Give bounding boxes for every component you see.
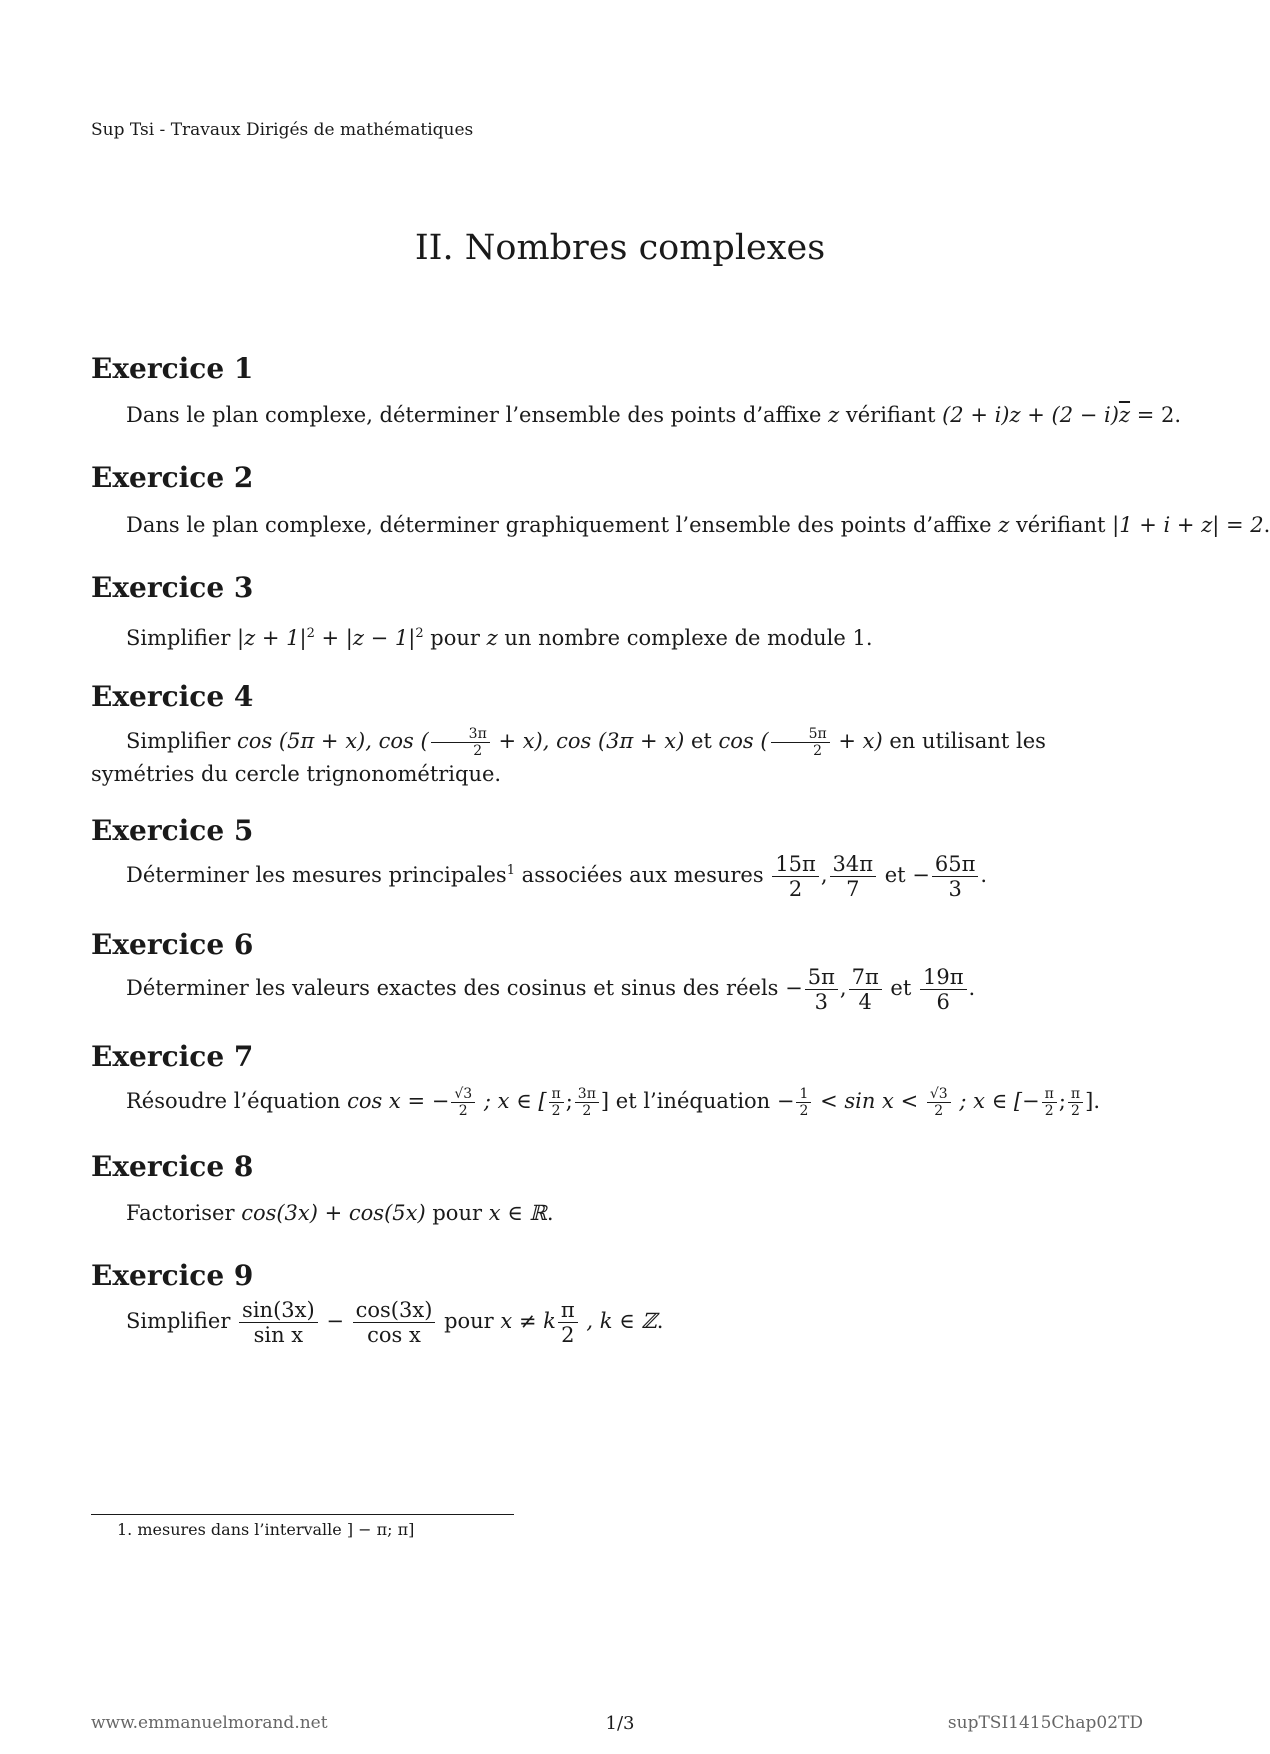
fraction: $\frac{√3}{2}$	[927, 1086, 951, 1119]
fraction: $\frac{3\pi}{2}$	[431, 726, 490, 759]
fraction: $\frac{65\pi}{3}$	[932, 852, 979, 901]
footer-document-id: supTSI1415Chap02TD	[947, 1713, 1143, 1733]
fraction: $\frac{5\pi}{3}$	[805, 965, 838, 1014]
fraction: $\frac{7\pi}{4}$	[849, 965, 882, 1014]
exercise-6-heading: Exercice 6	[91, 928, 254, 961]
fraction: $\frac{34\pi}{7}$	[830, 852, 877, 901]
exercise-2-statement: Dans le plan complexe, déterminer graphiquement l’ensemble des points d’affixe z vérifiant |1 + i + z| = 2.	[126, 513, 1270, 537]
exercise-8-statement: Factoriser cos(3x) + cos(5x) pour x ∈ ℝ.	[126, 1201, 554, 1225]
exercise-1-statement: Dans le plan complexe, déterminer l’ensemble des points d’affixe z vérifiant $(2 + i)z + (2 - i)\overline{z} = 2$.	[126, 403, 1182, 427]
exercise-4-heading: Exercice 4	[91, 680, 254, 713]
exercise-9-heading: Exercice 9	[91, 1259, 254, 1292]
exercise-1-heading: Exercice 1	[91, 352, 254, 385]
fraction: $\frac{\pi}{2}$	[558, 1298, 578, 1347]
footnote: 1. mesures dans l’intervalle ] − π; π]	[117, 1520, 415, 1539]
fraction: $\frac{3\pi}{2}$	[575, 1086, 599, 1119]
fraction: $\frac{19\pi}{6}$	[920, 965, 967, 1014]
page-title: II. Nombres complexes	[414, 228, 826, 268]
exercise-7-statement: Résoudre l’équation cos x = − $\frac{√3}{2}$ ; x ∈ [ $\frac{\pi}{2}$ ; $\frac{3\pi}{2}$ ] et l’inéquation − $\frac{1}{2}$ < sin x < $\frac{√3}{2}$ ; x ∈ [− $\frac{\pi}{2}$ ; $\frac{\pi}{2}$ ].	[126, 1086, 1100, 1120]
exercise-4-statement: Simplifier cos (5π + x), cos ( $\frac{3\pi}{2}$ + x), cos (3π + x) et cos ( $\frac{5\pi}{2}$ + x) en utilisant les symétries du cercle trignonométrique.	[91, 726, 1046, 787]
exercise-5-statement: Déterminer les mesures principales$^1$ associées aux mesures $\frac{15\pi}{2}$ , $\frac{34\pi}{7}$ et − $\frac{65\pi}{3}$ .	[126, 852, 988, 902]
document-header: Sup Tsi - Travaux Dirigés de mathématiques	[91, 120, 474, 140]
footer-website: www.emmanuelmorand.net	[91, 1713, 328, 1733]
exercise-6-statement: Déterminer les valeurs exactes des cosinus et sinus des réels − $\frac{5\pi}{3}$ , $\frac{7\pi}{4}$ et $\frac{19\pi}{6}$ .	[126, 965, 976, 1015]
exercise-2-heading: Exercice 2	[91, 461, 254, 494]
fraction: $\frac{1}{2}$	[796, 1086, 811, 1119]
footnote-rule	[91, 1514, 514, 1515]
fraction: $\frac{15\pi}{2}$	[772, 852, 819, 901]
exercise-9-statement: Simplifier $\frac{\sin(3x)}{\text{sin x}}$ − $\frac{\cos(3x)}{\text{cos x}}$ pour x ≠ k $\frac{\pi}{2}$ , k ∈ ℤ.	[126, 1298, 664, 1348]
exercise-3-heading: Exercice 3	[91, 571, 254, 604]
fraction: $\frac{\pi}{2}$	[1068, 1086, 1083, 1119]
fraction: $\frac{\pi}{2}$	[1042, 1086, 1057, 1119]
footer-page-number: 1/3	[605, 1713, 635, 1734]
fraction: $\frac{\pi}{2}$	[549, 1086, 564, 1119]
fraction: $\frac{5\pi}{2}$	[771, 726, 830, 759]
fraction: $\frac{\cos(3x)}{\text{cos x}}$	[353, 1298, 436, 1347]
fraction: $\frac{√3}{2}$	[451, 1086, 475, 1119]
exercise-8-heading: Exercice 8	[91, 1150, 254, 1183]
exercise-5-heading: Exercice 5	[91, 814, 254, 847]
fraction: $\frac{\sin(3x)}{\text{sin x}}$	[239, 1298, 318, 1347]
exercise-3-statement: Simplifier $|z + 1|^2 + |z - 1|^2$ pour z un nombre complexe de module 1.	[126, 626, 873, 650]
exercise-7-heading: Exercice 7	[91, 1040, 254, 1073]
